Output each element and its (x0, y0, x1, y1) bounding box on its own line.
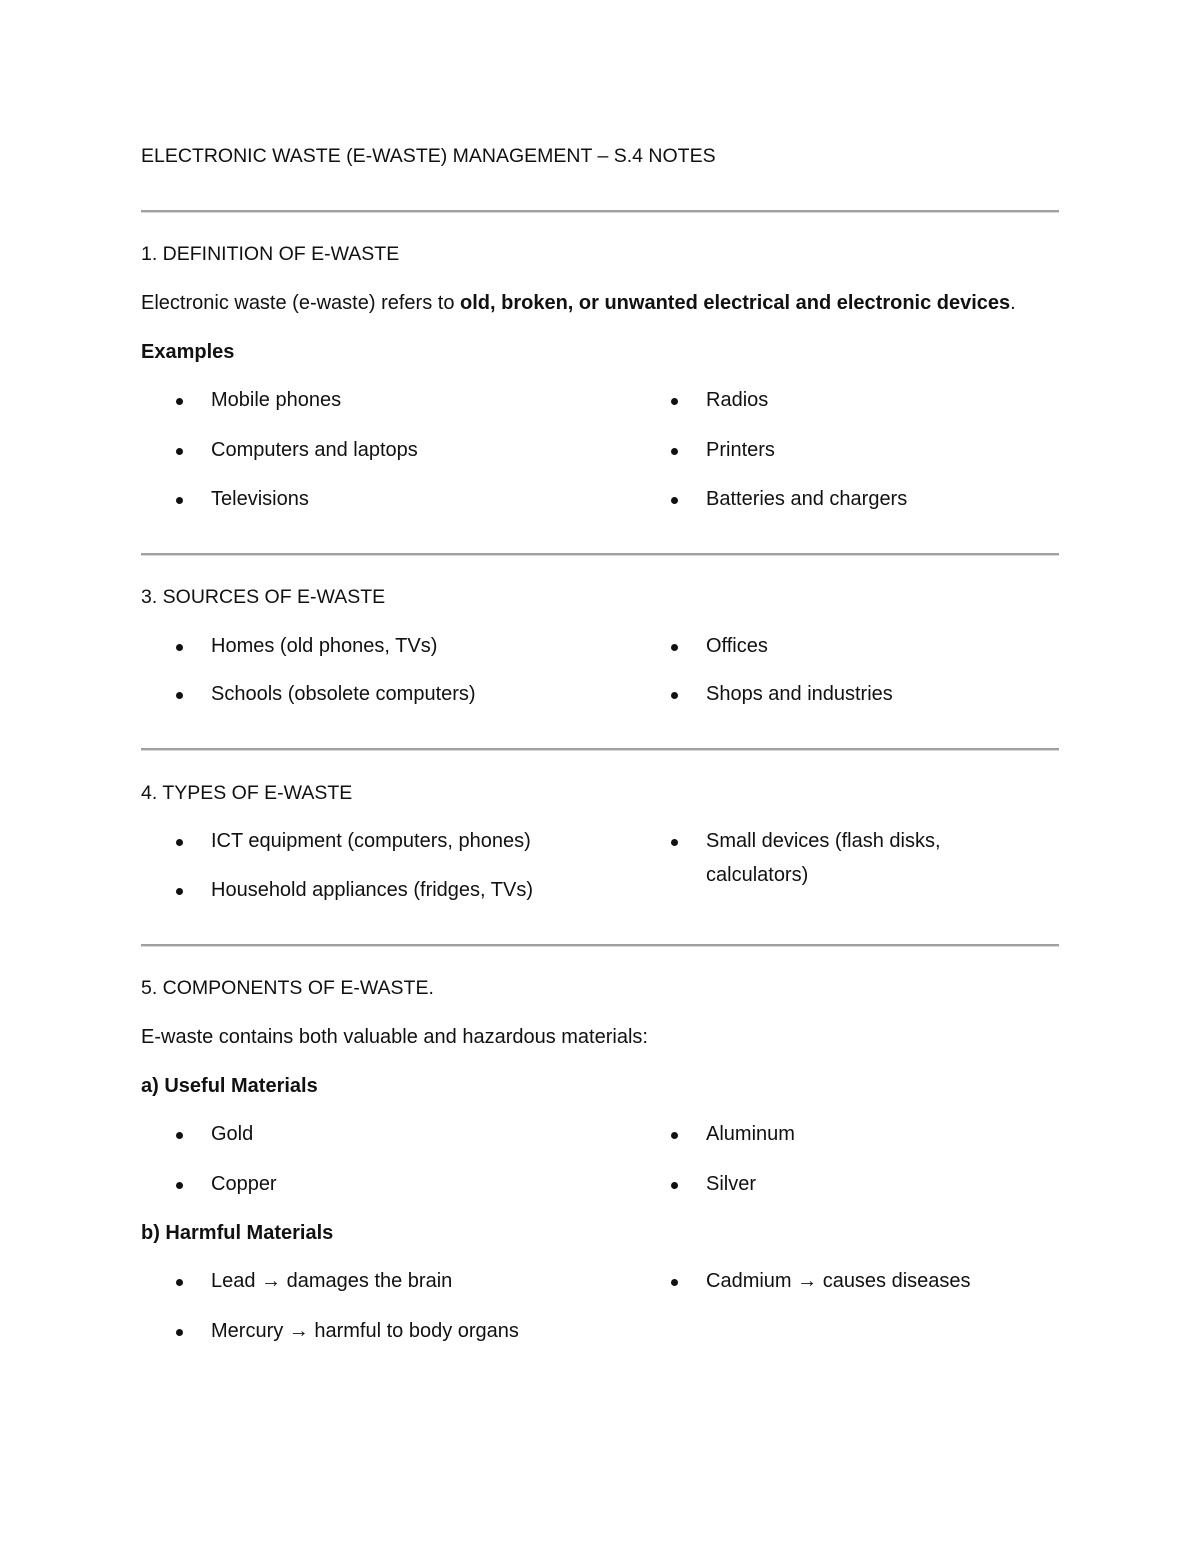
section-heading-components: 5. COMPONENTS OF E-WASTE. (141, 977, 434, 999)
bullet-icon (671, 644, 678, 651)
examples-label: Examples (141, 341, 235, 363)
section-heading-sources: 3. SOURCES OF E-WASTE (141, 586, 386, 608)
bullet-icon (671, 497, 678, 504)
harmful-materials-label: b) Harmful Materials (141, 1222, 334, 1244)
bullet-icon (671, 398, 678, 405)
list-item: Household appliances (fridges, TVs) (211, 879, 534, 901)
bullet-icon (176, 1182, 183, 1189)
bullet-icon (671, 1182, 678, 1189)
list-item: Silver (706, 1173, 757, 1195)
definition-text-bold: old, broken, or unwanted electrical and electronic devices (460, 292, 1011, 314)
list-item: Offices (706, 635, 768, 657)
list-item: Aluminum (706, 1123, 795, 1145)
useful-materials-label: a) Useful Materials (141, 1075, 318, 1097)
list-item-line2: calculators) (706, 864, 809, 886)
bullet-icon (671, 448, 678, 455)
list-item: Gold (211, 1123, 254, 1145)
divider (141, 944, 1059, 947)
list-item: Televisions (211, 488, 309, 510)
divider (141, 210, 1059, 213)
bullet-icon (176, 888, 183, 895)
list-item: Mobile phones (211, 389, 342, 411)
section-heading-definition: 1. DEFINITION OF E-WASTE (141, 243, 400, 265)
bullet-icon (176, 497, 183, 504)
list-item: Shops and industries (706, 683, 893, 705)
list-item: ICT equipment (computers, phones) (211, 830, 531, 852)
page-title: ELECTRONIC WASTE (E-WASTE) MANAGEMENT – S.4 NOTES (141, 145, 716, 167)
list-item-line1: Small devices (flash disks, (706, 830, 941, 852)
list-item: Radios (706, 389, 769, 411)
list-item: Mercury → harmful to body organs (211, 1320, 519, 1342)
components-intro: E-waste contains both valuable and hazardous materials: (141, 1026, 648, 1048)
divider (141, 553, 1059, 556)
bullet-icon (176, 1132, 183, 1139)
bullet-icon (176, 448, 183, 455)
definition-text-end: . (1010, 292, 1016, 314)
divider (141, 748, 1059, 751)
list-item: Lead → damages the brain (211, 1270, 453, 1292)
bullet-icon (176, 1279, 183, 1286)
bullet-icon (176, 644, 183, 651)
bullet-icon (671, 1279, 678, 1286)
list-item: Computers and laptops (211, 439, 418, 461)
definition-text (141, 292, 1016, 315)
bullet-icon (176, 839, 183, 846)
list-item: Cadmium → causes diseases (706, 1270, 971, 1292)
bullet-icon (671, 1132, 678, 1139)
list-item: Homes (old phones, TVs) (211, 635, 438, 657)
definition-text-plain: Electronic waste (e-waste) refers to (141, 292, 460, 314)
list-item: Copper (211, 1173, 277, 1195)
section-heading-types: 4. TYPES OF E-WASTE (141, 782, 353, 804)
list-item: Batteries and chargers (706, 488, 908, 510)
bullet-icon (671, 692, 678, 699)
bullet-icon (671, 839, 678, 846)
list-item: Printers (706, 439, 775, 461)
list-item: Schools (obsolete computers) (211, 683, 476, 705)
bullet-icon (176, 692, 183, 699)
bullet-icon (176, 1329, 183, 1336)
bullet-icon (176, 398, 183, 405)
